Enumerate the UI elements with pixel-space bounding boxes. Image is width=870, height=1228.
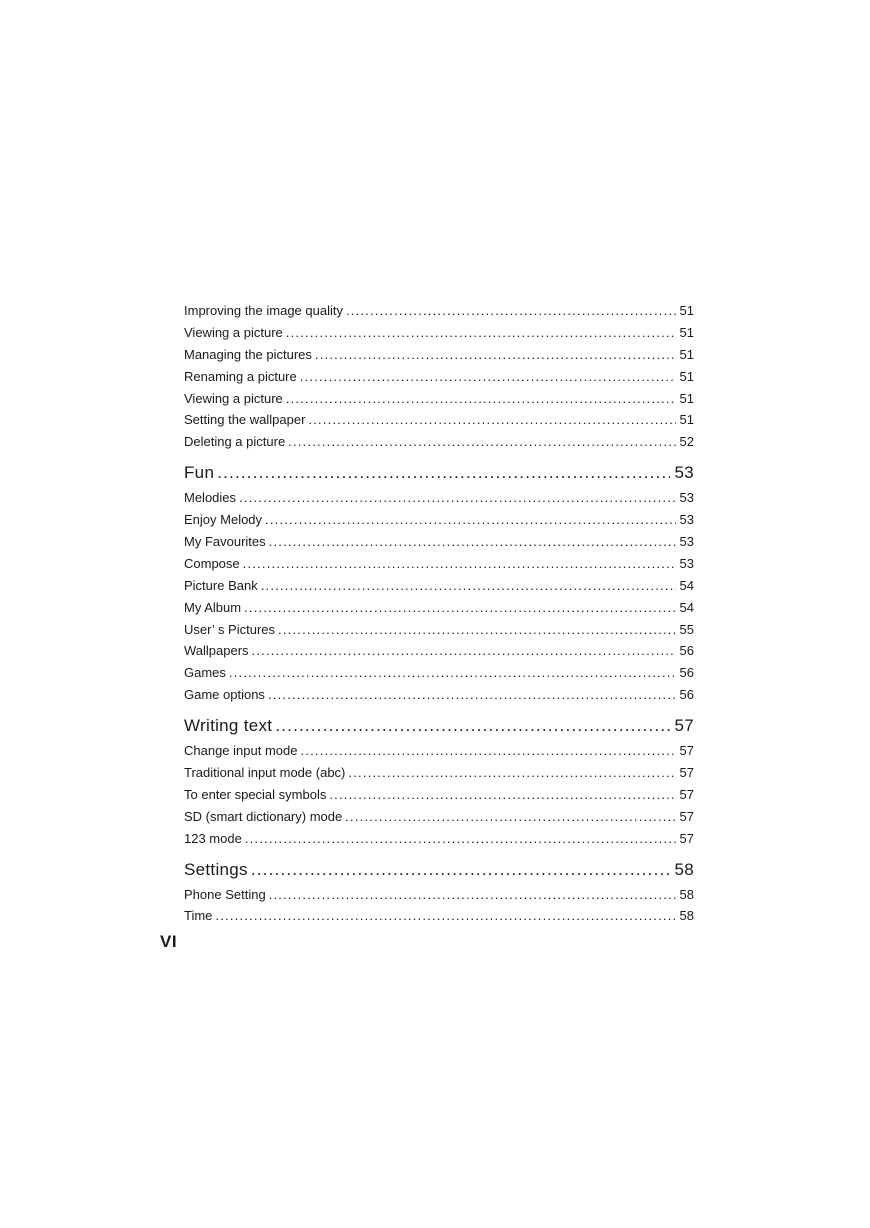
toc-entry-title: Picture Bank <box>184 577 258 593</box>
toc-section-title: Settings <box>184 859 248 879</box>
toc-leader-dots <box>268 684 676 706</box>
toc-entry-page: 55 <box>679 621 694 637</box>
toc-entry-picture-bank[interactable] <box>184 575 694 597</box>
toc-section-page: 53 <box>674 463 694 483</box>
toc-leader-dots <box>329 784 675 806</box>
toc-entry-game-options[interactable] <box>184 684 694 706</box>
toc-entry-compose[interactable] <box>184 553 694 575</box>
toc-entry-enjoy-melody[interactable] <box>184 509 694 531</box>
toc-entry-page: 57 <box>679 786 694 802</box>
toc-section-page: 57 <box>674 716 694 736</box>
toc-entry-page: 56 <box>679 643 694 659</box>
toc-section-fun[interactable] <box>184 461 694 485</box>
toc-leader-dots <box>286 322 676 344</box>
toc-leader-dots <box>346 300 676 322</box>
toc-leader-dots <box>348 762 675 784</box>
toc-entry-123-mode[interactable] <box>184 828 694 850</box>
toc-entry-page: 58 <box>679 886 694 902</box>
toc-leader-dots <box>261 575 676 597</box>
toc-entry-phone-setting[interactable] <box>184 884 694 906</box>
toc-leader-dots <box>308 409 675 431</box>
toc-entry-wallpapers[interactable] <box>184 640 694 662</box>
toc-entry-page: 54 <box>679 599 694 615</box>
toc-entry-title: Game options <box>184 687 265 703</box>
toc-entry-melodies[interactable] <box>184 487 694 509</box>
toc-entry-title: Improving the image quality <box>184 303 343 318</box>
toc-entry-renaming-picture[interactable] <box>184 366 694 388</box>
toc-entry-title: Managing the pictures <box>184 346 312 362</box>
toc-entry-improving-image-quality[interactable] <box>184 300 694 322</box>
toc-entry-title: Deleting a picture <box>184 434 286 450</box>
toc-entry-deleting-picture[interactable] <box>184 431 694 453</box>
toc-entry-page: 57 <box>679 830 694 846</box>
toc-leader-dots <box>245 828 676 850</box>
toc-leader-dots <box>345 806 675 828</box>
toc-leader-dots <box>217 461 670 485</box>
toc-entry-title: Compose <box>184 555 240 571</box>
toc-entry-title: Games <box>184 665 226 681</box>
toc-leader-dots <box>286 388 676 410</box>
toc-leader-dots <box>300 366 676 388</box>
table-of-contents <box>184 300 694 927</box>
toc-entry-title: To enter special symbols <box>184 786 327 802</box>
toc-leader-dots <box>243 553 676 575</box>
toc-entry-title: Time <box>184 908 213 924</box>
toc-entry-title: Setting the wallpaper <box>184 412 306 428</box>
toc-entry-games[interactable] <box>184 662 694 684</box>
toc-entry-page: 53 <box>679 490 694 506</box>
toc-entry-title: SD (smart dictionary) mode <box>184 808 343 824</box>
toc-entry-page: 51 <box>679 412 694 428</box>
toc-entry-title: Wallpapers <box>184 643 249 659</box>
toc-entry-title: Melodies <box>184 490 237 506</box>
toc-leader-dots <box>269 531 676 553</box>
toc-entry-users-pictures[interactable] <box>184 619 694 641</box>
toc-entry-page: 58 <box>679 908 694 924</box>
toc-entry-title: My Favourites <box>184 534 266 550</box>
toc-entry-title: Viewing a picture <box>184 324 283 340</box>
toc-entry-page: 51 <box>679 368 694 384</box>
toc-entry-viewing-picture-2[interactable] <box>184 388 694 410</box>
toc-entry-page: 51 <box>679 346 694 362</box>
toc-section-title: Fun <box>184 463 215 483</box>
toc-entry-page: 51 <box>679 303 694 318</box>
toc-entry-page: 52 <box>679 434 694 450</box>
toc-section-title: Writing text <box>184 716 273 736</box>
toc-leader-dots <box>275 714 670 738</box>
toc-entry-my-favourites[interactable] <box>184 531 694 553</box>
toc-leader-dots <box>269 884 676 906</box>
toc-leader-dots <box>239 487 676 509</box>
toc-entry-page: 53 <box>679 555 694 571</box>
toc-entry-setting-wallpaper[interactable] <box>184 409 694 431</box>
toc-leader-dots <box>300 740 675 762</box>
toc-entry-title: Traditional input mode (abc) <box>184 765 346 781</box>
toc-leader-dots <box>215 905 675 927</box>
toc-entry-title: Viewing a picture <box>184 390 283 406</box>
toc-entry-page: 53 <box>679 512 694 528</box>
toc-section-writing-text[interactable] <box>184 714 694 738</box>
toc-leader-dots <box>278 619 676 641</box>
toc-section-page: 58 <box>674 859 694 879</box>
toc-leader-dots <box>252 640 676 662</box>
toc-entry-page: 56 <box>679 687 694 703</box>
toc-entry-viewing-picture[interactable] <box>184 322 694 344</box>
toc-section-settings[interactable] <box>184 858 694 882</box>
toc-leader-dots <box>229 662 676 684</box>
page-number: VI <box>160 932 178 951</box>
toc-entry-page: 57 <box>679 765 694 781</box>
toc-leader-dots <box>244 597 675 619</box>
toc-entry-title: Phone Setting <box>184 886 266 902</box>
toc-entry-traditional-input-mode[interactable] <box>184 762 694 784</box>
toc-entry-title: Enjoy Melody <box>184 512 263 528</box>
toc-entry-page: 57 <box>679 808 694 824</box>
toc-entry-sd-mode[interactable] <box>184 806 694 828</box>
toc-entry-title: 123 mode <box>184 830 242 846</box>
toc-entry-managing-pictures[interactable] <box>184 344 694 366</box>
toc-entry-special-symbols[interactable] <box>184 784 694 806</box>
toc-entry-page: 54 <box>679 577 694 593</box>
toc-entry-title: Change input mode <box>184 743 298 759</box>
toc-entry-change-input-mode[interactable] <box>184 740 694 762</box>
toc-leader-dots <box>288 431 675 453</box>
toc-entry-page: 53 <box>679 534 694 550</box>
toc-entry-title: User’ s Pictures <box>184 621 276 637</box>
toc-leader-dots <box>265 509 675 531</box>
toc-entry-title: Renaming a picture <box>184 368 297 384</box>
toc-entry-my-album[interactable] <box>184 597 694 619</box>
toc-entry-page: 51 <box>679 390 694 406</box>
toc-entry-page: 51 <box>679 324 694 340</box>
toc-entry-time[interactable] <box>184 905 694 927</box>
toc-entry-page: 57 <box>679 743 694 759</box>
toc-leader-dots <box>315 344 676 366</box>
toc-leader-dots <box>251 858 671 882</box>
toc-entry-page: 56 <box>679 665 694 681</box>
toc-entry-title: My Album <box>184 599 242 615</box>
